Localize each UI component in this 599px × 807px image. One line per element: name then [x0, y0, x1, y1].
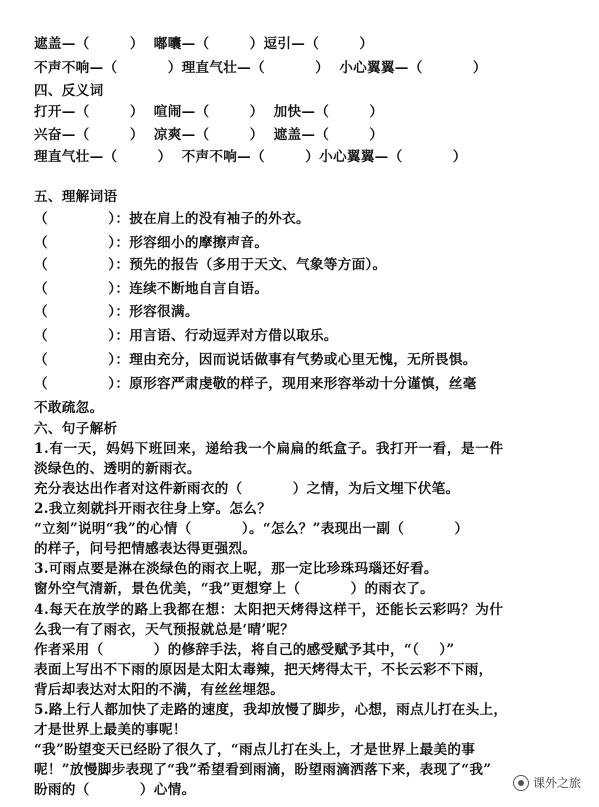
- line-5: 兴奋—（ ） 凉爽—（ ） 遮盖—（ ）: [34, 127, 384, 143]
- definition-line: （ ）：原形容严肃虔敬的样子，现用来形容举动十分谨慎，丝毫: [34, 376, 477, 392]
- paragraph-line: 背后却表达对太阳的不满，有丝丝埋怨。: [34, 681, 285, 698]
- definition-line-continued: 不敢疏忽。: [34, 400, 104, 416]
- section-heading-word-meaning: 五、理解词语: [34, 189, 118, 205]
- definition-line: （ ）：披在肩上的没有袖子的外衣。: [34, 211, 310, 227]
- paragraph-line: 3.可雨点要是淋在淡绿色的雨衣上呢，那一定比珍珠玛瑙还好看。: [34, 561, 438, 578]
- paragraph-line: “立刻”说明“我”的心情（ ）。“怎么？”表现出一副（ ）: [34, 521, 469, 538]
- line-2: 不声不响—（ ）理直气壮—（ ） 小心翼翼—（ ）: [34, 60, 487, 76]
- paragraph-line: 淡绿色的、透明的新雨衣。: [34, 461, 201, 478]
- paragraph-line: 1.有一天，妈妈下班回来，递给我一个扁扁的纸盒子。我打开一看，是一件: [34, 441, 504, 458]
- watermark-text: 课外之旅: [532, 776, 581, 790]
- paragraph-line: 表面上写出不下雨的原因是太阳太毒辣，把天烤得太干，不长云彩不下雨，: [34, 661, 493, 678]
- paragraph-line: 么我一有了雨衣，天气预报就总是‘晴’呢？: [34, 621, 295, 638]
- paragraph-line: 5.路上行人都加快了走路的速度，我却放慢了脚步，心想，雨点儿打在头上，: [34, 701, 508, 718]
- definition-line: （ ）：形容细小的摩擦声音。: [34, 235, 269, 251]
- line-1: 遮盖—（ ） 嘟囔—（ ）逗引—（ ）: [34, 36, 374, 52]
- definition-line: （ ）：连续不断地自言自语。: [34, 281, 269, 297]
- watermark: [509, 772, 585, 793]
- paragraph-line: 2.我立刻就抖开雨衣往身上穿。怎么？: [34, 501, 272, 518]
- wechat-icon: [513, 775, 529, 791]
- paragraph-line: 充分表达出作者对这件新雨衣的（ ）之情，为后文埋下伏笔。: [34, 481, 460, 498]
- definition-line: （ ）：理由充分，因而说话做事有气势或心里无愧，无所畏惧。: [34, 352, 477, 368]
- section-heading-antonyms: 四、反义词: [34, 83, 104, 99]
- definition-line: （ ）：预先的报告（多用于天文、气象等方面）。: [34, 257, 387, 273]
- section-heading-sentence-analysis: 六、句子解析: [34, 421, 118, 437]
- line-6: 理直气壮—（ ） 不声不响—（ ）小心翼翼—（ ）: [34, 149, 467, 165]
- paragraph-line: 窗外空气清新，景色优美，“我”更想穿上（ ）的雨衣了。: [34, 581, 435, 598]
- paragraph-line: 才是世界上最美的事呢！: [34, 721, 187, 738]
- paragraph-line: 的样子，问号把情感表达得更强烈。: [34, 541, 257, 558]
- paragraph-line: 4.每天在放学的路上我都在想：太阳把天烤得这样干，还能长云彩吗？为什: [34, 601, 504, 618]
- definition-line: （ ）：形容很满。: [34, 304, 199, 320]
- paragraph-line: 盼雨的（ ）心情。: [34, 782, 196, 798]
- paragraph-line: 作者采用（ ）的修辞手法，将自己的感受赋予其中，“（ ）”: [34, 641, 455, 658]
- definition-line: （ ）：用言语、行动逗弄对方借以取乐。: [34, 328, 338, 344]
- paragraph-line: 呢！”放慢脚步表现了“我”希望看到雨滴，盼望雨滴洒落下来，表现了“我”: [34, 761, 492, 778]
- line-4: 打开—（ ） 喧闹—（ ） 加快—（ ）: [34, 104, 384, 120]
- paragraph-line: “我”盼望变天已经盼了很久了，“雨点儿打在头上，才是世界上最美的事: [34, 741, 476, 758]
